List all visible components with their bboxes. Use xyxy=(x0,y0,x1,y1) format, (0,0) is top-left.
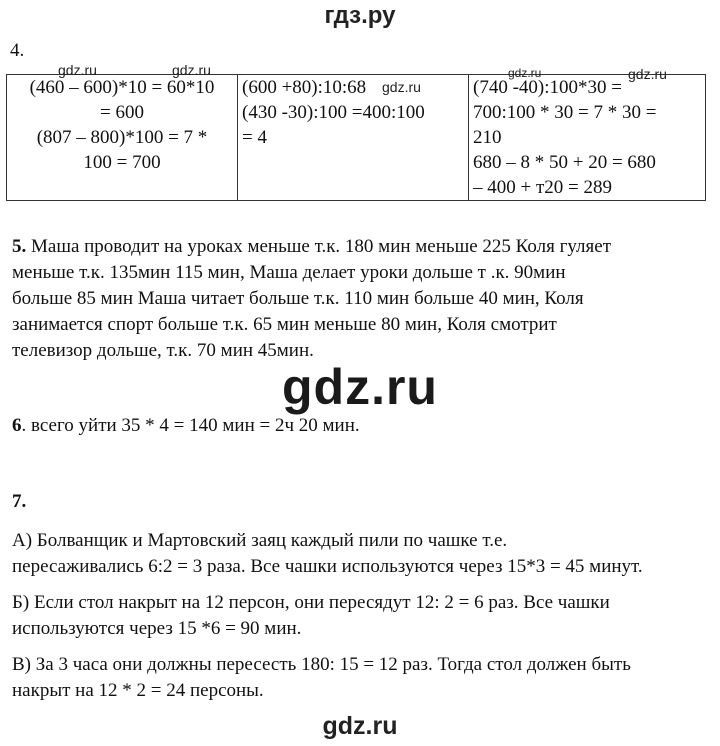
watermark-small: gdz.ru xyxy=(172,62,211,78)
table-cell-3: (740 -40):100*30 = 700:100 * 30 = 7 * 30 = 210 680 – 8 * 50 + 20 = 680 – 400 + т20 = 289 xyxy=(469,75,706,201)
task-5: 5. Маша проводит на уроках меньше т.к. 180 мин меньше 225 Коля гуляет меньше т.к. 135мин 115 мин, Маша делает уроки дольше т .к. 90мин больше 85 мин Маша читает больше т.к. 110 мин больше 40 мин, Коля занимается спорт больше т.к. 65 мин меньше 80 мин, Коля смотрит телевизор дольше, т.к. 70 мин 45мин. xyxy=(12,236,612,361)
table-cell-1: (460 – 600)*10 = 60*10 = 600 (807 – 800)*100 = 7 * 100 = 700 xyxy=(7,75,238,201)
task-7-part-b: Б) Если стол накрыт на 12 персон, они пересядут 12: 2 = 6 раз. Все чашки используются через 15 *6 = 90 мин. xyxy=(12,592,610,639)
watermark-small: gdz.ru xyxy=(58,62,97,78)
task-7-part-c: В) За 3 часа они должны пересесть 180: 15 = 12 раз. Тогда стол должен быть накрыт на 12 * 2 = 24 персоны. xyxy=(12,654,631,701)
site-footer: gdz.ru xyxy=(322,712,398,740)
watermark-small: gdz.ru xyxy=(508,66,542,80)
site-header: гдз.ру xyxy=(324,2,396,29)
task-6: 6. всего уйти 35 * 4 = 140 мин = 2ч 20 мин. xyxy=(12,415,360,436)
table-cell-2: (600 +80):10:68 (430 -30):100 =400:100 = 4 xyxy=(238,75,469,201)
task-7-number: 7. xyxy=(12,491,27,512)
watermark-large: gdz.ru xyxy=(282,359,438,415)
task-4-table xyxy=(6,74,706,201)
task-6-number: 6 xyxy=(12,415,22,436)
task-7-part-a: А) Болванщик и Мартовский заяц каждый пили по чашке т.е. пересаживались 6:2 = 3 раза. Все чашки используются через 15*3 = 45 минут. xyxy=(12,530,643,577)
watermark-small: gdz.ru xyxy=(382,79,421,95)
task-5-number: 5. xyxy=(12,236,27,257)
task-4-number: 4. xyxy=(10,40,25,61)
watermark-small: gdz.ru xyxy=(628,66,667,82)
